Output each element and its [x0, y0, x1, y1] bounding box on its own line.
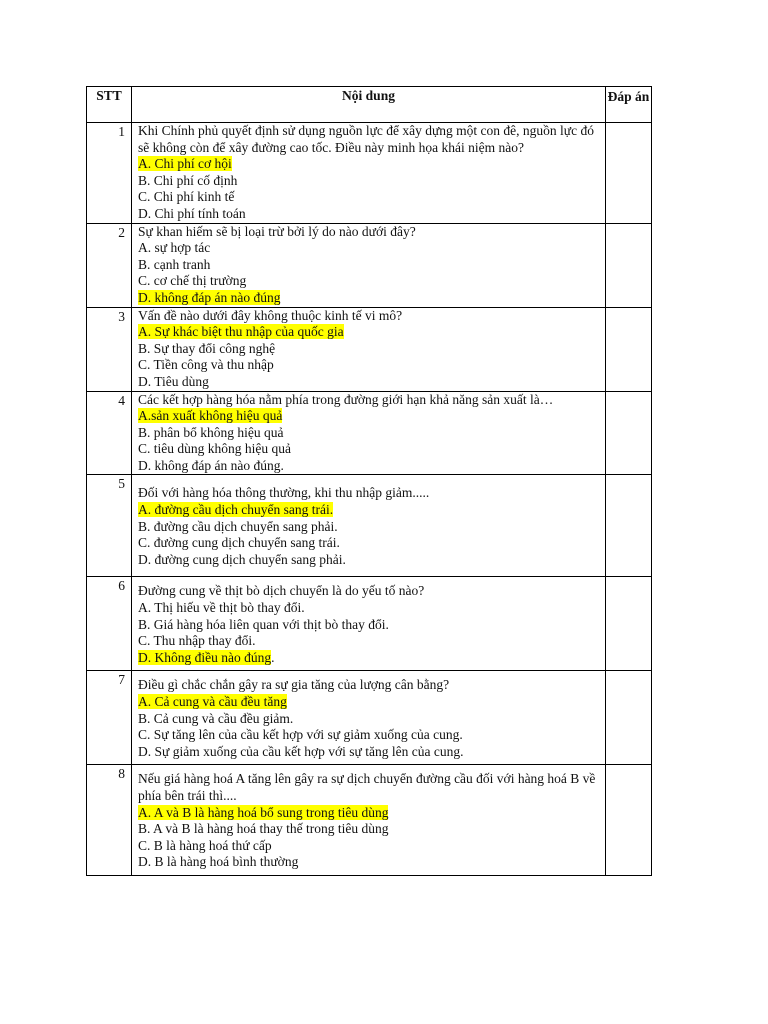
question-row	[87, 391, 652, 475]
question-number: 7	[87, 671, 132, 765]
header-answer: Đáp án	[606, 87, 652, 123]
table-header-row	[87, 87, 652, 123]
answer-cell[interactable]	[606, 123, 652, 224]
option-c: C. tiêu dùng không hiệu quả	[138, 441, 291, 457]
question-row	[87, 223, 652, 307]
option-d: D. Chi phí tính toán	[138, 205, 246, 221]
option-a: A. Chi phí cơ hội	[138, 156, 232, 172]
header-content: Nội dung	[132, 87, 606, 123]
question-row	[87, 307, 652, 391]
question-text: Điều gì chắc chắn gây ra sự gia tăng của lượng cân bằng?	[138, 677, 450, 693]
option-a: A. A và B là hàng hoá bổ sung trong tiêu dùng	[138, 804, 389, 820]
option-c: C. Thu nhập thay đổi.	[138, 633, 256, 649]
option-d: D. B là hàng hoá bình thường	[138, 854, 299, 870]
option-c: C. đường cung dịch chuyển sang trái.	[138, 535, 340, 551]
question-number: 5	[87, 475, 132, 577]
option-a: A. sự hợp tác	[138, 240, 211, 256]
question-content	[132, 123, 606, 224]
question-row	[87, 765, 652, 876]
option-d: D. Tiêu dùng	[138, 373, 209, 389]
question-content	[132, 765, 606, 876]
question-text: Nếu giá hàng hoá A tăng lên gây ra sự dịch chuyển đường cầu đối với hàng hoá B về phía bên trái thì....	[138, 771, 596, 803]
answer-cell[interactable]	[606, 391, 652, 475]
question-row	[87, 577, 652, 671]
answer-cell[interactable]	[606, 223, 652, 307]
question-row	[87, 123, 652, 224]
question-text: Đường cung về thịt bò dịch chuyển là do yếu tố nào?	[138, 583, 425, 599]
question-number: 8	[87, 765, 132, 876]
option-d: D. đường cung dịch chuyển sang phải.	[138, 551, 346, 567]
answer-cell[interactable]	[606, 671, 652, 765]
option-c: C. Chi phí kinh tế	[138, 189, 235, 205]
question-content	[132, 577, 606, 671]
answer-cell[interactable]	[606, 307, 652, 391]
header-stt: STT	[87, 87, 132, 123]
option-d: D. Sự giảm xuống của cầu kết hợp với sự tăng lên của cung.	[138, 743, 464, 759]
question-content	[132, 307, 606, 391]
option-b: B. A và B là hàng hoá thay thế trong tiêu dùng	[138, 821, 389, 837]
question-number: 1	[87, 123, 132, 224]
option-b: B. Cả cung và cầu đều giảm.	[138, 710, 294, 726]
question-content	[132, 223, 606, 307]
option-a: A. Sự khác biệt thu nhập của quốc gia	[138, 324, 344, 340]
option-a: A.sản xuất không hiệu quả	[138, 408, 283, 424]
question-number: 2	[87, 223, 132, 307]
option-d: D. Không điều nào đúng	[138, 649, 272, 665]
option-b: B. cạnh tranh	[138, 256, 211, 272]
question-number: 3	[87, 307, 132, 391]
question-content	[132, 671, 606, 765]
question-text: Khi Chính phủ quyết định sử dụng nguồn lực để xây dựng một con đê, nguồn lực đó sẽ không còn để xây đường cao tốc. Điều này minh họa khái niệm nào?	[138, 123, 594, 155]
question-number: 6	[87, 577, 132, 671]
answer-cell[interactable]	[606, 475, 652, 577]
answer-cell[interactable]	[606, 765, 652, 876]
question-number: 4	[87, 391, 132, 475]
option-b: B. đường cầu dịch chuyển sang phải.	[138, 518, 338, 534]
option-c: C. Sự tăng lên của cầu kết hợp với sự giảm xuống của cung.	[138, 727, 463, 743]
question-row	[87, 671, 652, 765]
answer-cell[interactable]	[606, 577, 652, 671]
option-c: C. cơ chế thị trường	[138, 273, 247, 289]
option-a: A. đường cầu dịch chuyển sang trái.	[138, 502, 334, 518]
option-d: D. không đáp án nào đúng.	[138, 457, 284, 473]
question-content	[132, 475, 606, 577]
question-text: Các kết hợp hàng hóa nằm phía trong đường giới hạn khả năng sản xuất là…	[138, 391, 554, 407]
question-text: Sự khan hiếm sẽ bị loại trừ bởi lý do nào dưới đây?	[138, 223, 416, 239]
option-d-tail: .	[271, 649, 275, 665]
option-b: B. Chi phí cố định	[138, 172, 238, 188]
option-b: B. Sự thay đổi công nghệ	[138, 340, 276, 356]
question-row	[87, 475, 652, 577]
question-text: Vấn đề nào dưới đây không thuộc kinh tế vi mô?	[138, 307, 403, 323]
question-text: Đối với hàng hóa thông thường, khi thu nhập giảm.....	[138, 485, 430, 501]
option-a: A. Cả cung và cầu đều tăng	[138, 694, 287, 709]
option-b: B. Giá hàng hóa liên quan với thịt bò thay đổi.	[138, 616, 389, 632]
option-c: C. Tiền công và thu nhập	[138, 357, 274, 373]
option-d: D. không đáp án nào đúng	[138, 289, 281, 305]
quiz-table	[86, 86, 652, 876]
option-a: A. Thị hiếu về thịt bò thay đổi.	[138, 600, 305, 616]
question-content	[132, 391, 606, 475]
option-c: C. B là hàng hoá thứ cấp	[138, 837, 272, 853]
quiz-sheet	[86, 86, 651, 876]
option-b: B. phân bổ không hiệu quả	[138, 424, 284, 440]
